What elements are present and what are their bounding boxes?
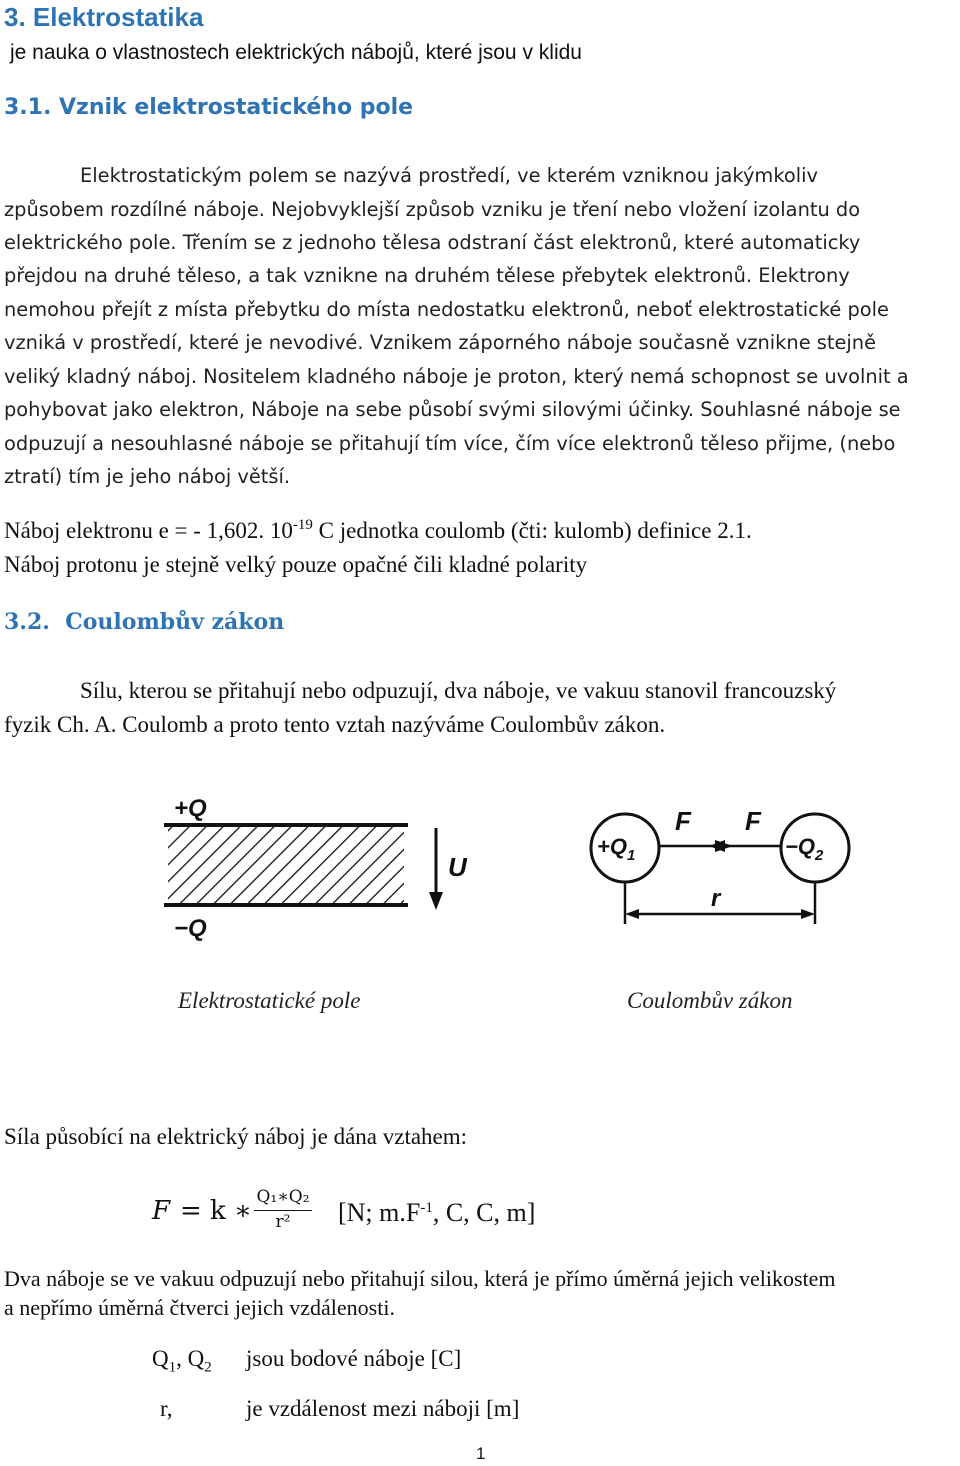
formula-numerator: Q₁∗Q₂ xyxy=(256,1187,310,1207)
paragraph-line: pohybovat jako elektron, Náboje na sebe působí svými silovými účinky. Souhlasné náboje se xyxy=(4,398,901,421)
charge-q1-label: $+Q_1$ xyxy=(597,834,636,864)
formula-equals-k: = k ∗ xyxy=(180,1196,252,1226)
paragraph-line: způsobem rozdílné náboje. Nejobvyklejší způsob vzniku je tření nebo vložení izolantu do xyxy=(4,198,861,221)
proton-charge-line: Náboj protonu je stejně velký pouze opačné čili kladné polarity xyxy=(4,552,588,577)
formula-fraction xyxy=(250,1186,316,1233)
force-right-label: F xyxy=(745,806,761,836)
formula-units: [N; $m.F^{-1}$, C, C, m] xyxy=(338,1198,536,1227)
section-subtitle: je nauka o vlastnostech elektrických nábojů, které jsou v klidu xyxy=(10,41,582,64)
paragraph-line: odpuzují a nesouhlasné náboje se přitahují tím více, čím více elektronů těleso přijme, (nebo xyxy=(4,432,896,455)
coulomb-law-figure xyxy=(585,790,875,930)
paragraph-line: Elektrostatickým polem se nazývá prostředí, ve kterém vzniknou jakýmkoliv xyxy=(80,164,818,187)
bottom-charge-label: −Q xyxy=(174,915,207,942)
paragraph-line: elektrického pole. Třením se z jednoho tělesa odstraní část elektronů, které automaticky xyxy=(4,231,861,254)
electron-charge-unit: C jednotka coulomb (čti: kulomb) definice 2.1. xyxy=(312,518,752,543)
subsection-title-3-2: 3.2. Coulombův zákon xyxy=(4,609,285,635)
law-line: a nepřímo úměrná čtverci jejich vzdálenosti. xyxy=(4,1295,395,1320)
charge-q2-label: $-Q_2$ xyxy=(785,834,824,864)
figure-caption-coulomb: Coulombův zákon xyxy=(627,988,793,1013)
definition-desc-q: jsou bodové náboje [C] xyxy=(246,1346,462,1371)
hatched-dielectric xyxy=(168,825,404,905)
paragraph-line: Sílu, kterou se přitahují nebo odpuzují, dva náboje, ve vakuu stanovil francouzský xyxy=(80,678,837,703)
paragraph-line: vzniká v prostředí, které je nevodivé. Vznikem záporného náboje současně vznikne stejně xyxy=(4,331,877,354)
formula-denominator: r² xyxy=(275,1212,291,1232)
distance-arrowhead-right xyxy=(801,909,815,919)
electron-charge-exponent: -19 xyxy=(292,517,313,533)
paragraph-line: ztratí) tím je jeho náboj větší. xyxy=(4,465,291,488)
electron-charge-text: Náboj elektronu e = - 1,602. 10 xyxy=(4,518,293,543)
subsection-title-3-1: 3.1. Vznik elektrostatického pole xyxy=(4,95,414,120)
voltage-arrow-head xyxy=(429,892,443,910)
force-left-label: F xyxy=(675,806,691,836)
paragraph-line: fyzik Ch. A. Coulomb a proto tento vztah nazýváme Coulombův zákon. xyxy=(4,712,666,737)
figure-caption-field: Elektrostatické pole xyxy=(178,988,361,1013)
definition-desc-r: je vzdálenost mezi náboji [m] xyxy=(246,1396,520,1421)
top-charge-label: +Q xyxy=(174,795,207,822)
page-number: 1 xyxy=(476,1444,486,1463)
paragraph-line: nemohou přejít z místa přebytku do místa nedostatku elektronů, neboť elektrostatické pole xyxy=(4,298,889,321)
law-line: Dva náboje se ve vakuu odpuzují nebo přitahují silou, která je přímo úměrná jejich velikostem xyxy=(4,1266,836,1291)
distance-label: r xyxy=(711,885,721,912)
formula-lhs: F xyxy=(152,1196,171,1226)
section-title: 3. Elektrostatika xyxy=(4,2,204,32)
definition-symbol-q: $Q_1$, $Q_2$ xyxy=(152,1346,212,1376)
paragraph-line: veliký kladný náboj. Nositelem kladného náboje je proton, který nemá schopnost se uvolnit a xyxy=(4,365,909,388)
voltage-label: U xyxy=(448,852,467,882)
coulomb-formula xyxy=(152,1186,592,1242)
definition-symbol-r: r, xyxy=(160,1396,173,1421)
distance-arrowhead-left xyxy=(625,909,639,919)
electron-charge-line xyxy=(4,518,752,544)
formula-intro: Síla působící na elektrický náboj je dána vztahem: xyxy=(4,1124,468,1149)
electrostatic-field-figure xyxy=(150,780,490,950)
paragraph-line: přejdou na druhé těleso, a tak vznikne na druhém tělese přebytek elektronů. Elektrony xyxy=(4,264,850,287)
